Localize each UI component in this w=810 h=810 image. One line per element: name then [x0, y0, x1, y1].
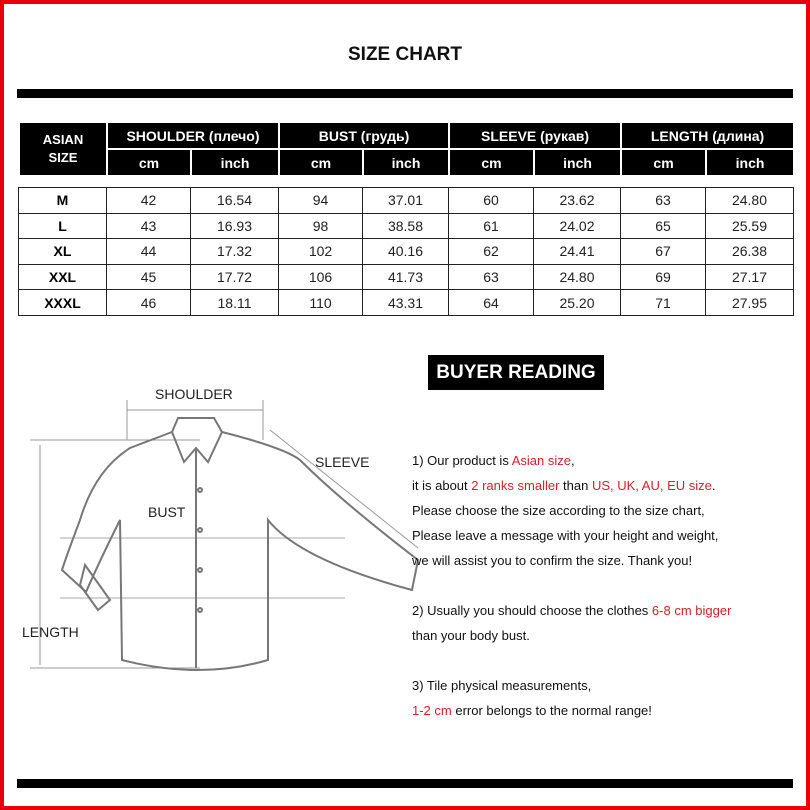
unit-inch: inch	[706, 149, 794, 176]
table-cell: 110	[279, 290, 363, 316]
table-cell: 38.58	[363, 213, 449, 239]
size-cell: XXL	[19, 264, 107, 290]
text-line	[412, 448, 731, 473]
unit-cm: cm	[449, 149, 534, 176]
table-cell: 42	[107, 188, 191, 214]
table-cell: 43.31	[363, 290, 449, 316]
text-line	[412, 598, 731, 623]
table-cell: 17.72	[191, 264, 279, 290]
buyer-reading-text	[412, 448, 731, 723]
unit-inch: inch	[363, 149, 449, 176]
label-sleeve: SLEEVE	[315, 454, 370, 470]
size-cell: L	[19, 213, 107, 239]
header-asian-size: ASIAN SIZE	[19, 122, 107, 176]
header-sleeve: SLEEVE (рукав)	[449, 122, 621, 149]
table-cell: 61	[449, 213, 534, 239]
text-line	[412, 648, 731, 673]
table-cell: 18.11	[191, 290, 279, 316]
table-cell: 102	[279, 239, 363, 265]
label-length: LENGTH	[22, 624, 79, 640]
table-cell: 46	[107, 290, 191, 316]
table-cell: 37.01	[363, 188, 449, 214]
text-segment: ,	[570, 453, 575, 468]
table-cell: 43	[107, 213, 191, 239]
table-cell: 24.41	[534, 239, 621, 265]
buyer-reading-title: BUYER READING	[428, 355, 604, 390]
size-cell: XL	[19, 239, 107, 265]
unit-cm: cm	[107, 149, 191, 176]
unit-inch: inch	[191, 149, 279, 176]
table-cell: 45	[107, 264, 191, 290]
text-line	[412, 698, 731, 723]
table-cell: 24.02	[534, 213, 621, 239]
table-cell: 16.54	[191, 188, 279, 214]
table-cell: 69	[621, 264, 706, 290]
highlight-text: 2 ranks smaller	[471, 478, 560, 493]
text-line	[412, 523, 731, 548]
table-cell: 44	[107, 239, 191, 265]
table-cell: 27.95	[706, 290, 794, 316]
header-shoulder: SHOULDER (плечо)	[107, 122, 279, 149]
bottom-divider	[17, 779, 793, 788]
header-length: LENGTH (длина)	[621, 122, 794, 149]
table-cell: 26.38	[706, 239, 794, 265]
header-bust: BUST (грудь)	[279, 122, 449, 149]
table-cell: 64	[449, 290, 534, 316]
table-cell: 67	[621, 239, 706, 265]
unit-cm: cm	[279, 149, 363, 176]
highlight-text: 1-2 cm	[412, 703, 452, 718]
text-segment: .	[711, 478, 716, 493]
text-segment: 1) Our product is	[412, 453, 512, 468]
highlight-text: Asian size	[511, 453, 571, 468]
text-segment: 3) Tile physical measurements,	[412, 678, 592, 693]
unit-inch: inch	[534, 149, 621, 176]
table-cell: 24.80	[706, 188, 794, 214]
text-segment: 2) Usually you should choose the clothes	[412, 603, 652, 618]
table-cell: 71	[621, 290, 706, 316]
text-segment: Please choose the size according to the size chart,	[412, 503, 705, 518]
table-cell: 17.32	[191, 239, 279, 265]
label-shoulder: SHOULDER	[155, 386, 233, 402]
table-cell: 63	[449, 264, 534, 290]
table-cell: 106	[279, 264, 363, 290]
shirt-diagram	[0, 0, 420, 720]
text-line	[412, 573, 731, 598]
highlight-text: 6-8 cm bigger	[651, 603, 732, 618]
highlight-text: US, UK, AU, EU size	[591, 478, 712, 493]
table-cell: 16.93	[191, 213, 279, 239]
unit-cm: cm	[621, 149, 706, 176]
table-cell: 24.80	[534, 264, 621, 290]
table-cell: 98	[279, 213, 363, 239]
text-line	[412, 473, 731, 498]
size-cell: XXXL	[19, 290, 107, 316]
table-cell: 41.73	[363, 264, 449, 290]
table-cell: 27.17	[706, 264, 794, 290]
label-bust: BUST	[148, 504, 186, 520]
text-segment: we will assist you to confirm the size. Thank you!	[412, 553, 693, 568]
text-line	[412, 498, 731, 523]
text-line	[412, 548, 731, 573]
text-line	[412, 673, 731, 698]
text-segment: than	[559, 478, 592, 493]
table-cell: 63	[621, 188, 706, 214]
size-cell: M	[19, 188, 107, 214]
table-cell: 94	[279, 188, 363, 214]
text-line	[412, 623, 731, 648]
text-segment: error belongs to the normal range!	[451, 703, 652, 718]
table-cell: 25.59	[706, 213, 794, 239]
text-segment: Please leave a message with your height and weight,	[412, 528, 719, 543]
table-cell: 62	[449, 239, 534, 265]
table-cell: 23.62	[534, 188, 621, 214]
table-cell: 65	[621, 213, 706, 239]
table-cell: 60	[449, 188, 534, 214]
table-cell: 40.16	[363, 239, 449, 265]
page-title: SIZE CHART	[348, 44, 462, 65]
text-segment: than your body bust.	[412, 628, 530, 643]
text-segment: it is about	[412, 478, 472, 493]
table-cell: 25.20	[534, 290, 621, 316]
